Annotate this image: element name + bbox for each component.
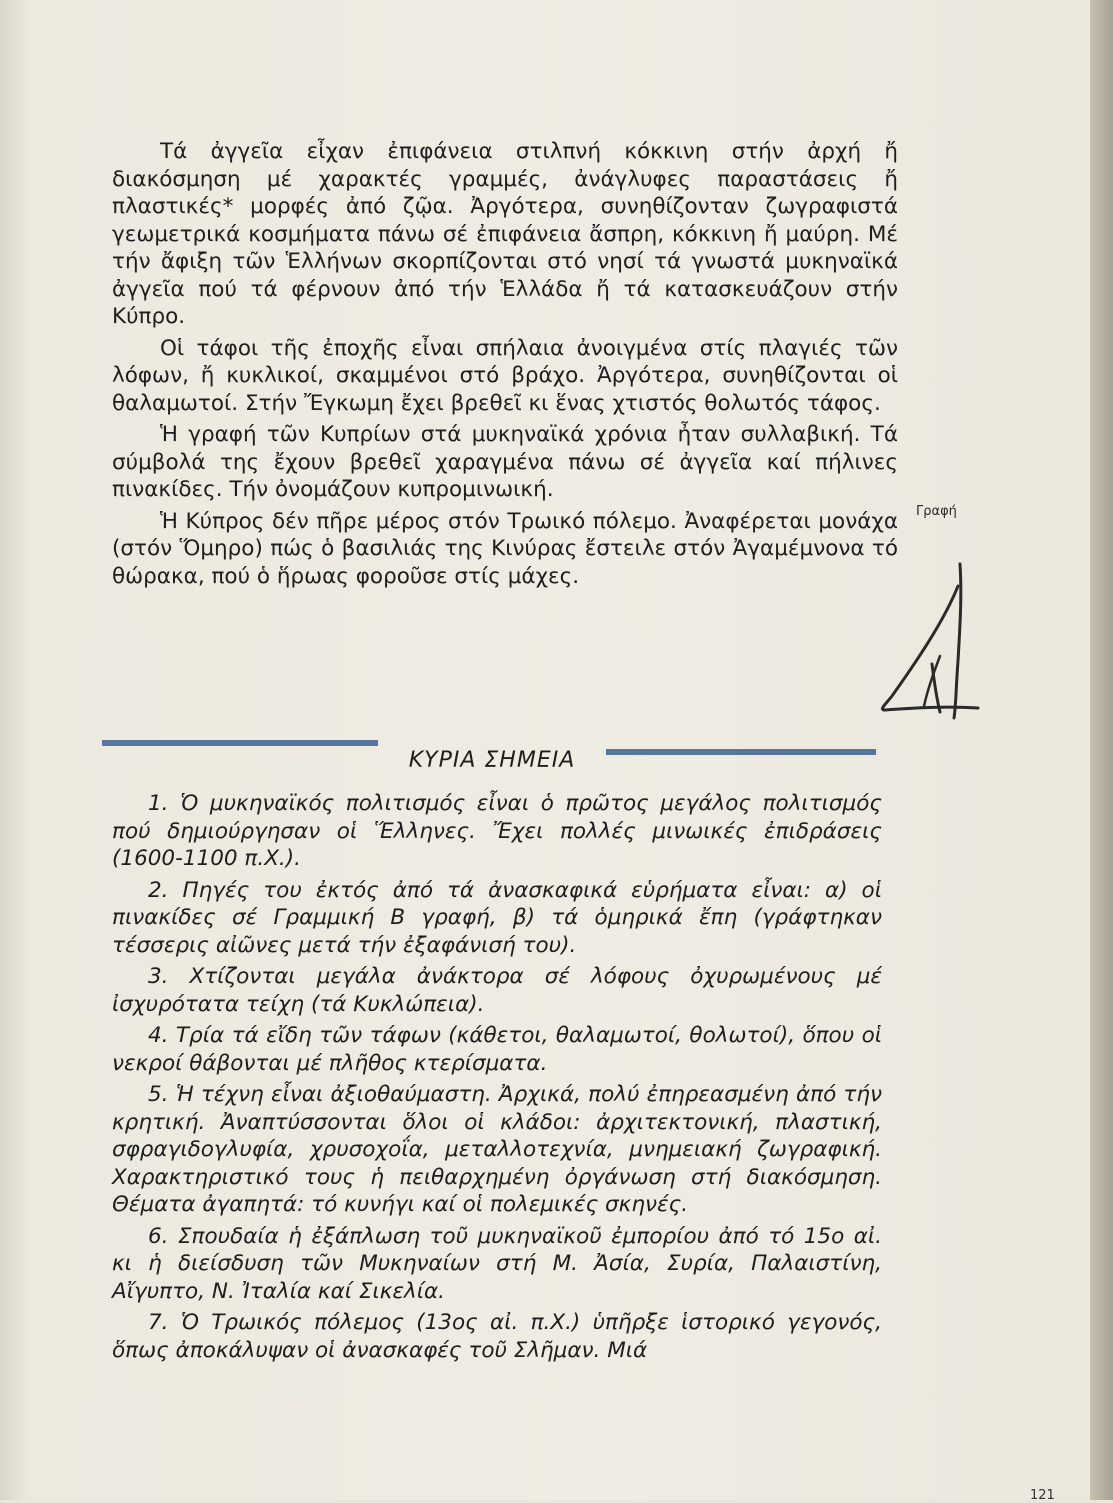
main-text-block — [112, 138, 898, 594]
key-point: 4. Τρία τά εἴδη τῶν τάφων (κάθετοι, θαλαμωτοί, θολωτοί), ὅπου οἱ νεκροί θάβονται μέ πλῆθος κτερίσματα. — [112, 1023, 882, 1076]
key-point: 1. Ὁ μυκηναϊκός πολιτισμός εἶναι ὁ πρῶτος μεγάλος πολιτισμός πού δημιούργησαν οἱ Ἕλληνες. Ἔχει πολλές μινωικές ἐπιδράσεις (1600-1100 π.Χ.). — [112, 791, 882, 871]
key-point: 3. Χτίζονται μεγάλα ἀνάκτορα σέ λόφους ὀχυρωμένους μέ ἰσχυρότατα τείχη (τά Κυκλώπεια). — [112, 964, 882, 1017]
handwritten-sign-sketch-icon — [874, 556, 984, 726]
key-point: 7. Ὁ Τρωικός πόλεμος (13ος αἰ. π.Χ.) ὑπῆρξε ἱστορικό γεγονός, ὅπως ἀποκάλυψαν οἱ ἀνασκαφές τοῦ Σλῆμαν. Μιά — [112, 1310, 882, 1363]
body-paragraph: Τά ἀγγεῖα εἶχαν ἐπιφάνεια στιλπνή κόκκινη στήν ἀρχή ἤ διακόσμηση μέ χαρακτές γραμμές, ἀνάγλυφες παραστάσεις ἤ πλαστικές* μορφές ἀπό ζῷα. Ἀργότερα, συνηθίζονταν ζωγραφιστά γεωμετρικά κοσμήματα πάνω σέ ἐπιφάνεια ἄσπρη, κόκκινη ἤ μαύρη. Μέ τήν ἄφιξη τῶν Ἑλλήνων σκορπίζονται στό νησί τά γνωστά μυκηναϊκά ἀγγεῖα πού τά φέρνουν ἀπό τήν Ἑλλάδα ἤ τά κατασκευάζουν στήν Κύπρο. — [112, 139, 898, 329]
section-rule-left — [102, 740, 378, 746]
key-point: 6. Σπουδαία ἡ ἐξάπλωση τοῦ μυκηναϊκοῦ ἐμπορίου ἀπό τό 15ο αἰ. κι ἡ διείσδυση τῶν Μυκηναίων στή Μ. Ἀσία, Συρία, Παλαιστίνη, Αἴγυπτο, Ν. Ἰταλία καί Σικελία. — [112, 1223, 882, 1304]
section-rule-right — [606, 749, 876, 755]
key-points-list — [112, 790, 882, 1368]
body-paragraph: Ἡ Κύπρος δέν πῆρε μέρος στόν Τρωικό πόλεμο. Ἀναφέρεται μονάχα (στόν Ὅμηρο) πώς ὁ βασιλιάς της Κινύρας ἔστειλε στόν Ἀγαμέμνονα τό θώρακα, πού ὁ ἥρωας φοροῦσε στίς μάχες. — [112, 508, 898, 589]
key-point: 2. Πηγές του ἐκτός ἀπό τά ἀνασκαφικά εὑρήματα εἶναι: α) οἱ πινακίδες σέ Γραμμική Β γραφή, β) τά ὁμηρικά ἔπη (γράφτηκαν τέσσερις αἰῶνες μετά τήν ἐξαφάνισή του). — [112, 877, 882, 958]
body-paragraph: Ἡ γραφή τῶν Κυπρίων στά μυκηναϊκά χρόνια ἦταν συλλαβική. Τά σύμβολά της ἔχουν βρεθεῖ χαραγμένα πάνω σέ ἀγγεῖα καί πήλινες πινακίδες. Τήν ὀνομάζουν κυπρομινωική. — [112, 422, 898, 502]
page-spine-edge — [1090, 0, 1113, 1500]
section-title: ΚΥΡΙΑ ΣΗΜΕΙΑ — [408, 748, 576, 773]
margin-note: Γραφή — [916, 504, 957, 519]
page-number: 121 — [1030, 1488, 1055, 1503]
body-paragraph: Οἱ τάφοι τῆς ἐποχῆς εἶναι σπήλαια ἀνοιγμένα στίς πλαγιές τῶν λόφων, ἤ κυκλικοί, σκαμμένοι στό βράχο. Ἀργότερα, συνηθίζονται οἱ θαλαμωτοί. Στήν Ἔγκωμη ἔχει βρεθεῖ κι ἕνας χτιστός θολωτός τάφος. — [112, 335, 898, 416]
key-point: 5. Ἡ τέχνη εἶναι ἀξιοθαύμαστη. Ἀρχικά, πολύ ἐπηρεασμένη ἀπό τήν κρητική. Ἀναπτύσσονται ὅλοι οἱ κλάδοι: ἀρχιτεκτονική, πλαστική, σφραγιδογλυφία, χρυσοχοΐα, μεταλλοτεχνία, μνημειακή ζωγραφική. Χαρακτηριστικό τους ἡ πειθαρχημένη ὀργάνωση στή διακόσμηση. Θέματα ἀγαπητά: τό κυνήγι καί οἱ πολεμικές σκηνές. — [112, 1082, 882, 1217]
